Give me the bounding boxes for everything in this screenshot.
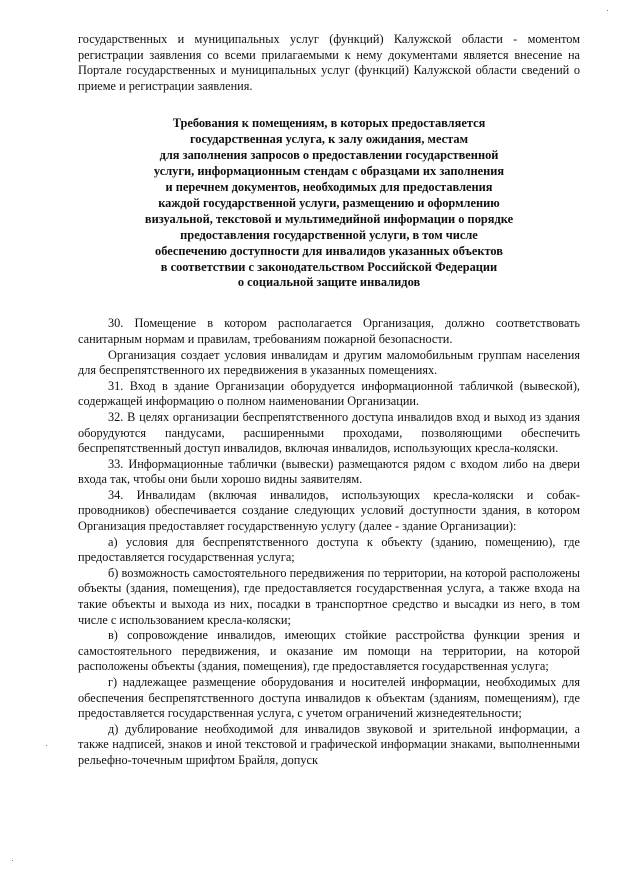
scan-speck [12,860,13,861]
heading-line: визуальной, текстовой и мультимедийной информации о порядке [144,211,514,226]
heading-line: каждой государственной услуги, размещению и оформлению [158,195,500,210]
list-item-d: д) дублирование необходимой для инвалидов звуковой и зрительной информации, а также надписей, знаков и иной текстовой и графической информации знаками, выполненными рельефно-точечным шрифтом Брайля, допуск [78,721,580,767]
heading-line: для заполнения запросов о предоставлении государственной [159,148,499,163]
heading-line: в соответствии с законодательством Российской Федерации [160,259,498,274]
scan-speck [607,10,608,11]
list-item-v: в) сопровождение инвалидов, имеющих стойкие расстройства функции зрения и самостоятельного передвижения, и оказание им помощи на территории, на которой расположены объекты (здания, помещения), где предоставляется государственная услуга; [78,628,580,674]
paragraph-30: 30. Помещение в котором располагается Организация, должно соответствовать санитарным нормам и правилам, требованиям пожарной безопасности. [78,316,580,346]
scan-speck [46,745,47,746]
paragraph-30-conditions: Организация создает условия инвалидам и другим маломобильным группам населения для беспрепятственного их передвижения в указанных помещениях. [78,347,580,378]
heading-line: услуги, информационным стендам с образцами их заполнения [153,164,505,179]
heading-line: о социальной защите инвалидов [237,275,421,290]
paragraph-32: 32. В целях организации беспрепятственного доступа инвалидов вход и выход из здания оборудуются пандусами, расширенными проходами, позволяющими обеспечить беспрепятственный доступ инвалидов, включая инвалидов, использующих кресла-коляски. [78,409,580,456]
list-item-b: б) возможность самостоятельного передвижения по территории, на которой расположены объекты (здания, помещения), где предоставляется государственная услуга, а также входа на такие объекты и выхода из них, посадки в транспортное средство и высадки из него, в том числе с использованием кресла-коляски; [78,565,580,627]
list-item-a: а) условия для беспрепятственного доступа к объекту (зданию, помещению), где предоставляется государственная услуга; [78,534,580,565]
document-page [78,32,580,769]
heading-line: обеспечению доступности для инвалидов указанных объектов [155,243,503,258]
paragraph-33: 33. Информационные таблички (вывески) размещаются рядом с входом либо на двери входа так, чтобы они были хорошо видны заявителям. [78,456,580,487]
heading-line: Требования к помещениям, в которых предоставляется [172,116,486,131]
heading-line: и перечнем документов, необходимых для предоставления [165,180,493,194]
paragraph-31: 31. Вход в здание Организации оборудуется информационной табличкой (вывеской), содержащей информацию о полном наименовании Организации. [78,378,580,409]
heading-line: предоставления государственной услуги, в том числе [180,227,478,242]
intro-paragraph: государственных и муниципальных услуг (функций) Калужской области - моментом регистрации заявления со всеми прилагаемыми к нему документами является внесение на Портале государственных и муниципальных услуг (функций) Калужской области сведений о приеме и регистрации заявления. [78,32,580,93]
paragraph-34: 34. Инвалидам (включая инвалидов, использующих кресла-коляски и собак-проводников) обеспечивается создание следующих условий доступности здания, в котором Организация предоставляет государственную услугу (далее - здание Организации): [78,487,580,534]
list-item-g: г) надлежащее размещение оборудования и носителей информации, необходимых для обеспечения беспрепятственного доступа инвалидов к объектам (зданиям, помещениям), где предоставляется государственная услуга, с учетом ограничений жизнедеятельности; [78,675,580,721]
section-heading [78,116,580,291]
heading-line: государственная услуга, к залу ожидания, местам [189,132,469,147]
